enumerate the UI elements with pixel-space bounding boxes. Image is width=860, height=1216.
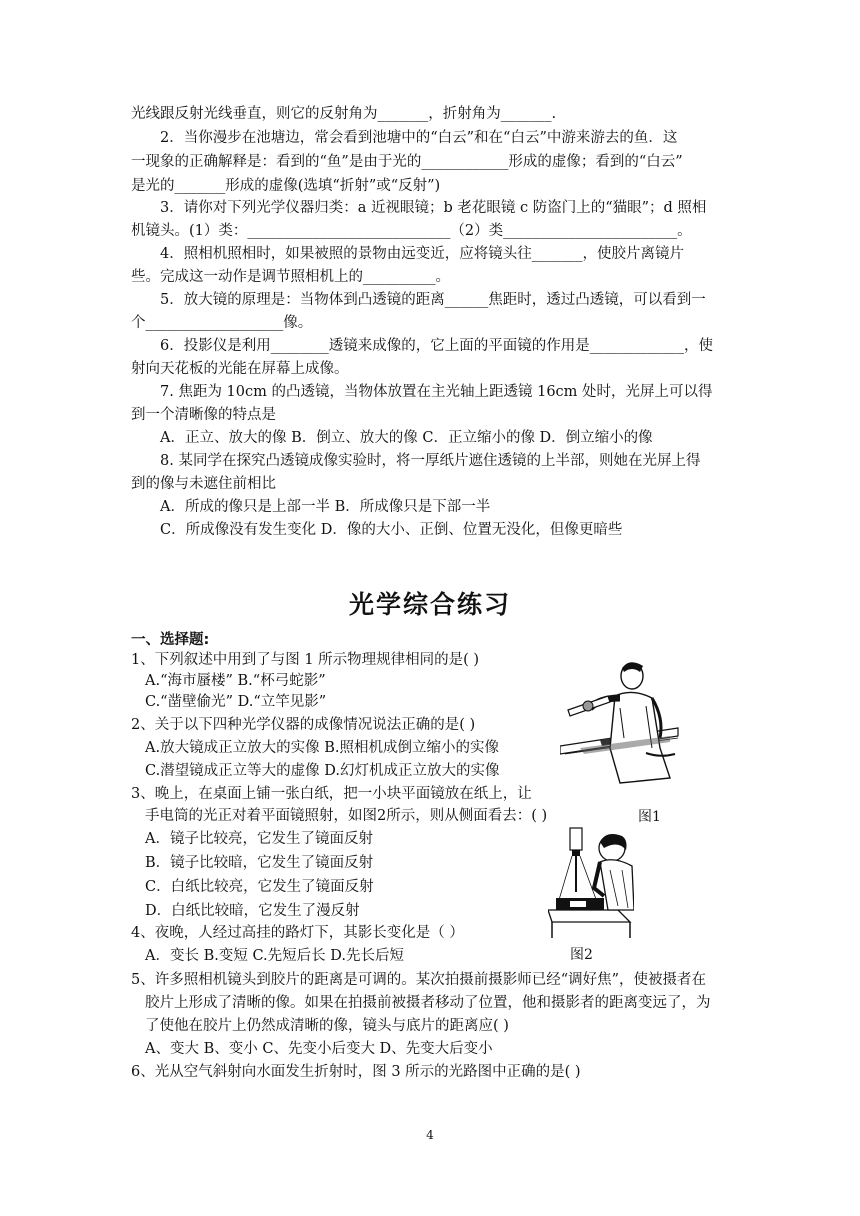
q5-options: A、变大 B、变小 C、先变小后变大 D、先变大后变小 — [145, 1041, 493, 1057]
q6-line: 6、光从空气斜射向水面发生折射时，图 3 所示的光路图中正确的是( ) — [131, 1064, 581, 1080]
q3-option-a: A．镜子比较亮，它发生了镜面反射 — [145, 831, 373, 847]
q2-options-ab: A.放大镜成正立放大的实像 B.照相机成倒立缩小的实像 — [145, 740, 499, 756]
text-line: 到一个清晰像的特点是 — [131, 407, 276, 423]
q5-line: 5、许多照相机镜头到胶片的距离是可调的。某次拍摄前摄影师已经“调好焦”，使被摄者在 — [131, 972, 707, 988]
figure-1-illustration — [560, 658, 680, 796]
q1-options-ab: A.“海市蜃楼” B.“杯弓蛇影” — [145, 673, 326, 689]
q3-option-b: B．镜子比较暗，它发生了镜面反射 — [145, 855, 374, 871]
figure-2-label: 图2 — [570, 947, 593, 963]
q4-options: A．变长 B.变短 C.先短后长 D.先长后短 — [145, 948, 404, 964]
figure-1-label: 图1 — [638, 809, 661, 825]
figure-2-illustration — [548, 826, 634, 940]
question-7-line: 7. 焦距为 10cm 的凸透镜，当物体放置在主光轴上距透镜 16cm 处时，光屏上可以得 — [160, 384, 713, 400]
text-line: 个___________________像。 — [131, 315, 313, 331]
section-heading: 一、选择题: — [131, 632, 210, 648]
q5-line-2: 胶片上形成了清晰的像。如果在拍摄前被摄者移动了位置，他和摄影者的距离变远了，为 — [145, 995, 711, 1011]
q3-line: 3、晚上，在桌面上铺一张白纸，把一小块平面镜放在纸上，让 — [131, 786, 532, 802]
text-line: 些。完成这一动作是调节照相机上的__________。 — [131, 269, 450, 285]
question-2-line: 2．当你漫步在池塘边，常会看到池塘中的“白云”和在“白云”中游来游去的鱼．这 — [160, 130, 678, 146]
question-8-options-ab: A．所成的像只是上部一半 B．所成像只是下部一半 — [160, 499, 491, 515]
q2-options-cd: C.潜望镜成正立等大的虚像 D.幻灯机成正立放大的实像 — [145, 763, 500, 779]
text-line: 到的像与未遮住前相比 — [131, 476, 276, 492]
text-line: 光线跟反射光线垂直，则它的反射角为_______，折射角为_______. — [131, 106, 557, 122]
question-7-options: A．正立、放大的像 B．倒立、放大的像 C．正立缩小的像 D．倒立缩小的像 — [160, 430, 653, 446]
q2-line: 2、关于以下四种光学仪器的成像情况说法正确的是( ) — [131, 717, 476, 733]
question-8-options-cd: C．所成像没有发生变化 D．像的大小、正倒、位置无没化，但像更暗些 — [160, 522, 623, 538]
page-title: 光学综合练习 — [348, 590, 511, 619]
text-line: 一现象的正确解释是：看到的“鱼”是由于光的____________形成的虚像；看到的“白云” — [131, 154, 683, 170]
text-line: 射向天花板的光能在屏幕上成像。 — [131, 361, 349, 377]
q3-line-2: 手电筒的光正对着平面镜照射，如图2所示，则从侧面看去：( ) — [145, 808, 548, 824]
q3-option-c: C．白纸比较亮，它发生了镜面反射 — [145, 879, 374, 895]
question-8-line: 8. 某同学在探究凸透镜成像实验时，将一厚纸片遮住透镜的上半部，则她在光屏上得 — [160, 453, 701, 469]
question-5-line: 5．放大镜的原理是：当物体到凸透镜的距离______焦距时，透过凸透镜，可以看到一 — [160, 292, 706, 308]
text-line: 机镜头。(1）类：____________________________（2）类________________________。 — [131, 223, 692, 239]
q5-line-3: 了使他在胶片上仍然成清晰的像，镜头与底片的距离应( ) — [145, 1018, 509, 1034]
page-number: 4 — [426, 1128, 434, 1142]
question-4-line: 4．照相机照相时，如果被照的景物由远变近，应将镜头往_______，使胶片离镜片 — [160, 246, 684, 262]
text-line: 是光的_______形成的虚像(选填“折射”或“反射”) — [131, 178, 441, 194]
q4-line: 4、夜晚，人经过高挂的路灯下，其影长变化是（ ） — [131, 925, 464, 941]
question-3-line: 3．请你对下列光学仪器归类：a 近视眼镜；b 老花眼镜 c 防盗门上的“猫眼”；d 照相 — [160, 200, 707, 216]
q1-options-cd: C.“凿壁偷光” D.“立竿见影” — [145, 694, 327, 710]
q1-line: 1、下列叙述中用到了与图 1 所示物理规律相同的是( ) — [131, 652, 480, 668]
question-6-line: 6．投影仪是利用________透镜来成像的，它上面的平面镜的作用是_____________，使 — [160, 338, 713, 354]
q3-option-d: D．白纸比较暗，它发生了漫反射 — [145, 903, 360, 919]
